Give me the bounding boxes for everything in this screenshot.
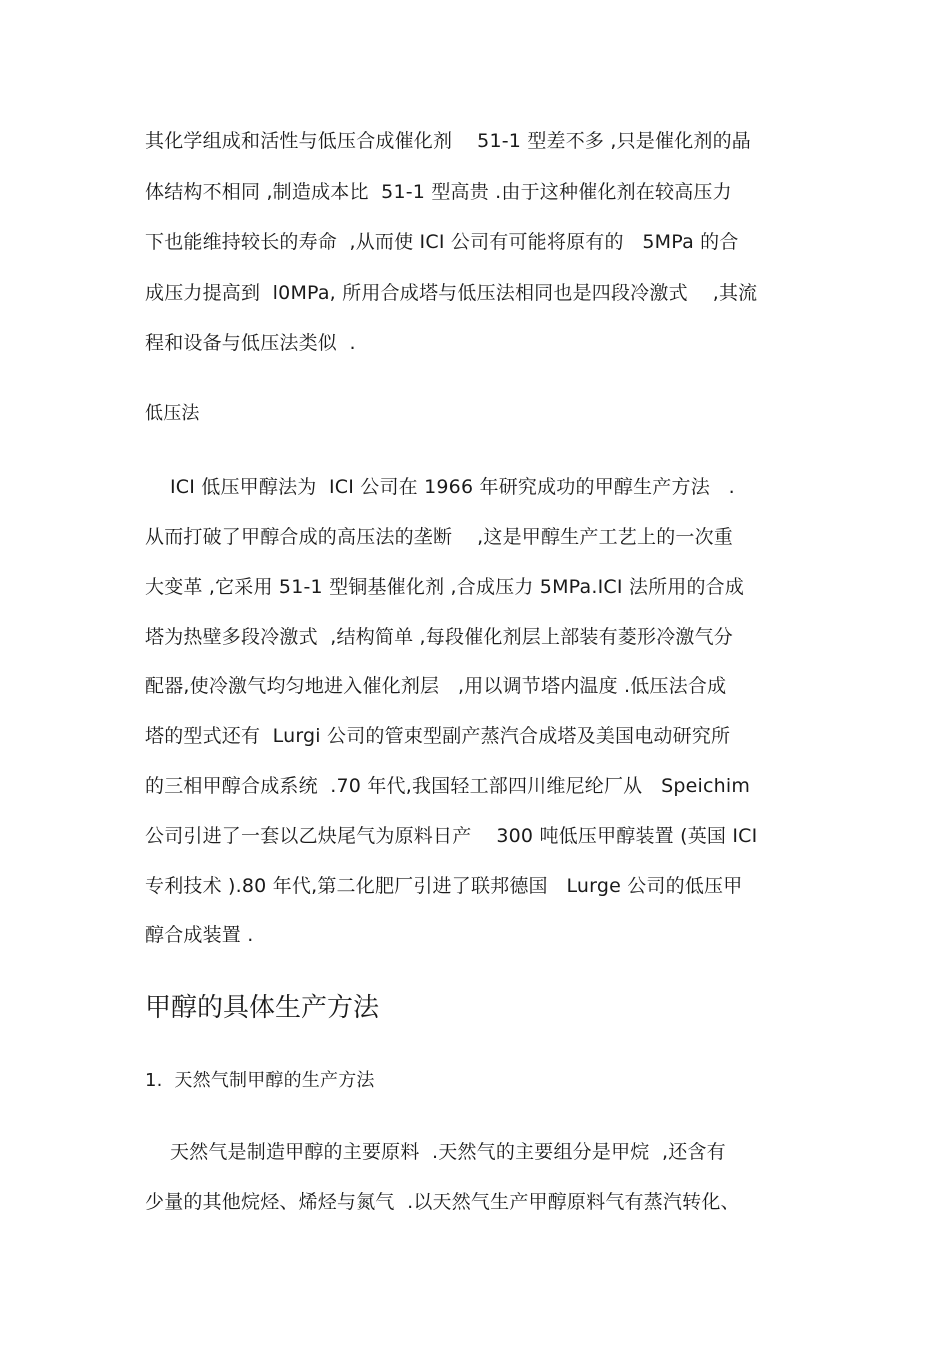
para3-line-1: 天然气是制造甲醇的主要原料 .天然气的主要组分是甲烷 ,还含有 — [145, 1141, 726, 1163]
para2-line-5: 配器,使冷激气均匀地进入催化剂层 ,用以调节塔内温度 .低压法合成 — [145, 675, 727, 697]
para2-line-7: 的三相甲醇合成系统 .70 年代,我国轻工部四川维尼纶厂从 Speichim — [145, 775, 751, 797]
para2-line-3: 大变革 ,它采用 51-1 型铜基催化剂 ,合成压力 5MPa.ICI 法所用的合成 — [145, 576, 745, 598]
para3-line-2: 少量的其他烷烃、烯烃与氮气 .以天然气生产甲醇原料气有蒸汽转化、 — [145, 1191, 740, 1213]
para2-line-1: ICI 低压甲醇法为 ICI 公司在 1966 年研究成功的甲醇生产方法 . — [145, 476, 735, 498]
para1-line-4: 成压力提高到 l0MPa, 所用合成塔与低压法相同也是四段冷激式 ,其流 — [145, 282, 758, 304]
para1-line-2: 体结构不相同 ,制造成本比 51-1 型高贵 .由于这种催化剂在较高压力 — [145, 181, 732, 203]
para2-line-10: 醇合成装置 . — [145, 924, 254, 946]
subsection-heading: 1. 天然气制甲醇的生产方法 — [145, 1070, 375, 1091]
para1-line-1: 其化学组成和活性与低压合成催化剂 51-1 型差不多 ,只是催化剂的晶 — [145, 130, 751, 152]
para2-line-6: 塔的型式还有 Lurgi 公司的管束型副产蒸汽合成塔及美国电动研究所 — [145, 725, 731, 747]
para2-line-4: 塔为热壁多段冷激式 ,结构简单 ,每段催化剂层上部装有菱形冷激气分 — [145, 626, 733, 648]
para2-line-8: 公司引进了一套以乙炔尾气为原料日产 300 吨低压甲醇装置 (英国 ICI — [145, 825, 758, 847]
para1-line-5: 程和设备与低压法类似 . — [145, 332, 356, 354]
section-heading: 甲醇的具体生产方法 — [145, 993, 380, 1023]
para2-line-2: 从而打破了甲醇合成的高压法的垄断 ,这是甲醇生产工艺上的一次重 — [145, 526, 733, 548]
para1-line-3: 下也能维持较长的寿命 ,从而使 ICI 公司有可能将原有的 5MPa 的合 — [145, 231, 739, 253]
subheading-low-pressure: 低压法 — [145, 403, 200, 424]
para2-line-9: 专利技术 ).80 年代,第二化肥厂引进了联邦德国 Lurge 公司的低压甲 — [145, 875, 743, 897]
